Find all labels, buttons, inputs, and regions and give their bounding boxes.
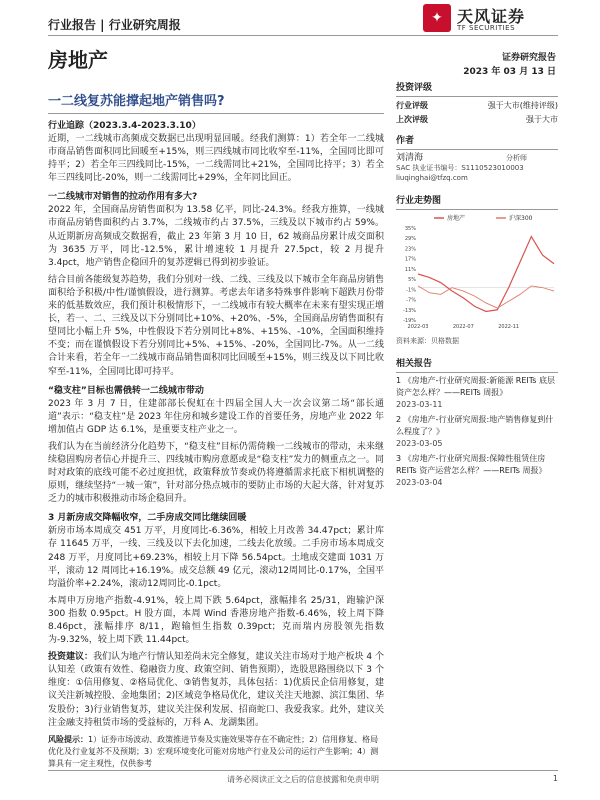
paragraph: 结合目前各能级复苏趋势，我们分别对一线、二线、三线及以下城市全年商品房销售面积给予积极/中性/谨慎假设，进行测算。考虑去年诸多特殊事件影响下超跌月份带来的低基数效应，我们预计积极情形下，一二线城市有较大概率在未来有望实现正增长，若一、二、三线及以下分别同比+10%、+20%、-5%，全国商品房销售面积有望同比小幅上升 5%，中性假设下若分别同比+8%、+15%、-10%，全国面积维持不变；而在谨慎假设下若分别同比+5%、+15%、-20%，全国同比-7%。从一二线合计来看，若全年一二线城市商品销售面积同比回暖至+15%，则三线及以下同比收窄至-11%，全国同比即可持平。	[48, 274, 384, 377]
disclaimer: 请务必阅读正文之后的信息披露和免责申明	[227, 775, 379, 784]
sector-title: 房地产	[48, 48, 108, 72]
company-logo	[423, 4, 558, 34]
trend-header: 行业走势图	[396, 191, 558, 210]
series-line-csi300	[418, 286, 554, 308]
y-tick-label: -13%	[403, 307, 416, 314]
paragraph: 近期，一二线城市高频成交数据已出现明显回暖。经我们测算：1）若全年一二线城市商品销售面积同比回暖至+15%，则三四线城市同比收窄至-11%，全国同比即可持平；2）若全年三四线同比-15%，一二线需同比+21%，全国同比持平；3）若全年三四线同比-20%，则一二线需同比+29%，全年同比回正。	[48, 134, 384, 184]
author-certificate: SAC 执业证书编号：S1110523010003	[396, 164, 524, 172]
x-tick-label: 2022-03	[407, 324, 429, 330]
previous-rating	[396, 114, 558, 125]
risk-warning	[48, 734, 384, 770]
legend-label: 沪深300	[509, 215, 533, 222]
y-tick-label: 11%	[404, 266, 416, 273]
author-email[interactable]: liuqinghai@tfzq.com	[396, 174, 468, 182]
investment-advice	[48, 651, 384, 730]
related-report-item[interactable]	[396, 414, 558, 450]
author-role: 分析师	[506, 154, 527, 162]
y-tick-label: 23%	[404, 246, 416, 253]
related-report-item[interactable]	[396, 375, 558, 411]
y-tick-label: 17%	[404, 256, 416, 263]
legend-label: 房地产	[447, 215, 466, 222]
paragraph: 2023 年 3 月 7 日，住建部部长倪虹在十四届全国人大一次会议第二场“部长通道”表示：“稳支柱”是 2023 年住房和城乡建设工作的首要任务，房地产业 2022 年增加值占 GDP 达 6.1%，是重要支柱产业之一。	[48, 398, 384, 435]
related-report-item[interactable]	[396, 453, 558, 489]
section-heading: “稳支柱”目标也需俄转一二线城市带动	[48, 385, 204, 396]
industry-rating	[396, 100, 558, 111]
trend-chart	[396, 212, 558, 334]
related-header: 相关报告	[396, 354, 558, 373]
paragraph: 2022 年，全国商品房销售面积为 13.58 亿平，同比-24.3%。经我方推算，一线城市商品房销售面积约占 3.7%，二线城市约占 37.5%，三线及以下城市约占 59%。从近期新房高频成交数据看，截止 23 年第 3 月 10 日，62 城商品房累计成交面积为 3635 万平，同比-12.5%，累计增速较 1 月提升 27.5pct，较 2 月提升 3.4pct，地产销售企稳回升的复苏逻辑已得到初步验证。	[48, 205, 384, 268]
logo-english: TF SECURITIES	[457, 24, 516, 32]
report-date: 2023 年 03 月 13 日	[463, 67, 556, 77]
logo-name: 天风证券	[457, 7, 526, 26]
series-line-realestate	[418, 237, 554, 312]
sidebar	[396, 78, 558, 492]
y-tick-label: 29%	[404, 236, 416, 243]
report-title: 一二线复苏能撑起地产销售吗?	[48, 84, 384, 114]
logo-emblem-icon: ✦	[423, 4, 451, 32]
related-report-date: 2023-03-05	[396, 439, 443, 448]
footer	[48, 770, 558, 785]
y-tick-label: 35%	[404, 226, 416, 232]
related-report-title[interactable]: 2 《房地产-行业研究周报:地产销售修复到什么程度了？》	[396, 415, 554, 436]
report-type: 证券研究报告	[501, 53, 556, 63]
x-tick-label: 2022-11	[498, 324, 520, 330]
rating-label: 行业评级	[396, 101, 428, 110]
related-report-date: 2023-03-04	[396, 478, 443, 487]
related-reports	[396, 375, 558, 489]
section-heading: 3 月新房成交降幅收窄，二手房成交同比继续回暖	[48, 513, 247, 524]
y-tick-label: -7%	[406, 297, 416, 304]
paragraph: 我们认为在当前经济分化趋势下，“稳支柱”目标仍需倚赖一二线城市的带动，未来继续稳固购房者信心并提升三、四线城市购房意愿或是“稳支柱”发力的侧重点之一。同时对政策的底线可能不必过度担忧，政策释放节奏或仍将遵循需求托底下相机调整的原则，继续坚持“一城一策”，针对部分热点城市的要防止市场的大起大落，针对复苏乏力的城市积极推动市场企稳回升。	[48, 441, 384, 505]
x-tick-label: 2022-07	[452, 324, 474, 330]
paragraph: 本周申万房地产指数-4.91%，较上周下跌 5.64pct，涨幅排名 25/31，跑输沪深 300 指数 0.95pct。H 股方面，本周 Wind 香港房地产指数-6.46%，较上周下降 8.46pct，涨幅排序 8/11，跑输恒生指数 0.39pct；克而瑞内房股领先指数为-9.32%，较上周下跌 11.44pct。	[48, 595, 384, 646]
y-tick-label: 5%	[408, 277, 416, 284]
section-heading: 一二线城市对销售的拉动作用有多大?	[48, 192, 198, 203]
related-report-title[interactable]: 3 《房地产-行业研究周报:保障性租赁住房 REITs 资产运营怎么样？——REITs 周报》	[396, 454, 547, 475]
risk-label: 风险提示：	[48, 734, 88, 744]
risk-text: 1）证券市场波动、政策推进节奏及实施效果等存在不确定性；2）信用修复、格局优化及行业复苏不及预期；3）宏观环境变化可能对房地产行业及公司的运行产生影响；4）测算具有一定主观性，仅供参考	[48, 734, 379, 768]
author-info	[396, 153, 558, 183]
investment-label: 投资建议：	[48, 652, 94, 663]
investment-text: 我们认为地产行情认知差尚未完全修复，建议关注市场对于地产板块 4 个认知差（政策有效性、稳融资力度、政策空间、销售预期），选股思路围绕以下 3 个维度：①信用修复、②格局优化、③销售复苏，具体包括：1)优质民企信用修复，建议关注新城控股、金地集团；2)区域竞争格局优化，建议关注天地源、滨江集团、华发股份；3)行业销售复苏，建议关注保利发展、招商蛇口、我爱我家。此外，建议关注金融支持租赁市场的受益标的，万科 A、龙湖集团。	[48, 652, 384, 728]
author-header: 作者	[396, 131, 558, 150]
y-tick-label: -19%	[403, 318, 416, 324]
header-divider	[48, 35, 558, 36]
related-report-title[interactable]: 1 《房地产-行业研究周报:新能源 REITs 底层资产怎么样？——REITs 周报》	[396, 376, 556, 397]
tracking-period: 行业追踪（2023.3.4-2023.3.10）	[48, 121, 201, 131]
trend-chart-svg	[396, 212, 558, 332]
previous-rating-label: 上次评级	[396, 115, 428, 124]
paragraph: 新房市场本周成交 451 万平，月度同比-6.36%，相较上月改善 34.47pct；累计库存 11645 万平，一线、三线及以下去化加速，二线去化放缓。二手房市场本周成交 248 万平，月度同比+69.23%，相较上月下降 56.54pct。土地成交建面 1031 万平，滚动 12 周同比+16.19%。成交总额 49 亿元，滚动12周同比-0.17%，全国平均溢价率+2.24%，滚动12周同比-0.1pct。	[48, 526, 384, 589]
related-report-date: 2023-03-11	[396, 400, 443, 409]
author-name: 刘清海	[396, 153, 424, 163]
rating-header: 投资评级	[396, 78, 558, 97]
y-tick-label: -1%	[406, 287, 416, 294]
main-content	[48, 84, 384, 770]
page-number: 1	[552, 774, 558, 783]
breadcrumb: 行业报告 | 行业研究周报	[48, 18, 181, 32]
chart-source: 资料来源：贝格数据	[396, 337, 459, 345]
previous-rating-value: 强于大市	[526, 115, 558, 124]
rating-value: 强于大市(维持评级)	[487, 101, 558, 110]
